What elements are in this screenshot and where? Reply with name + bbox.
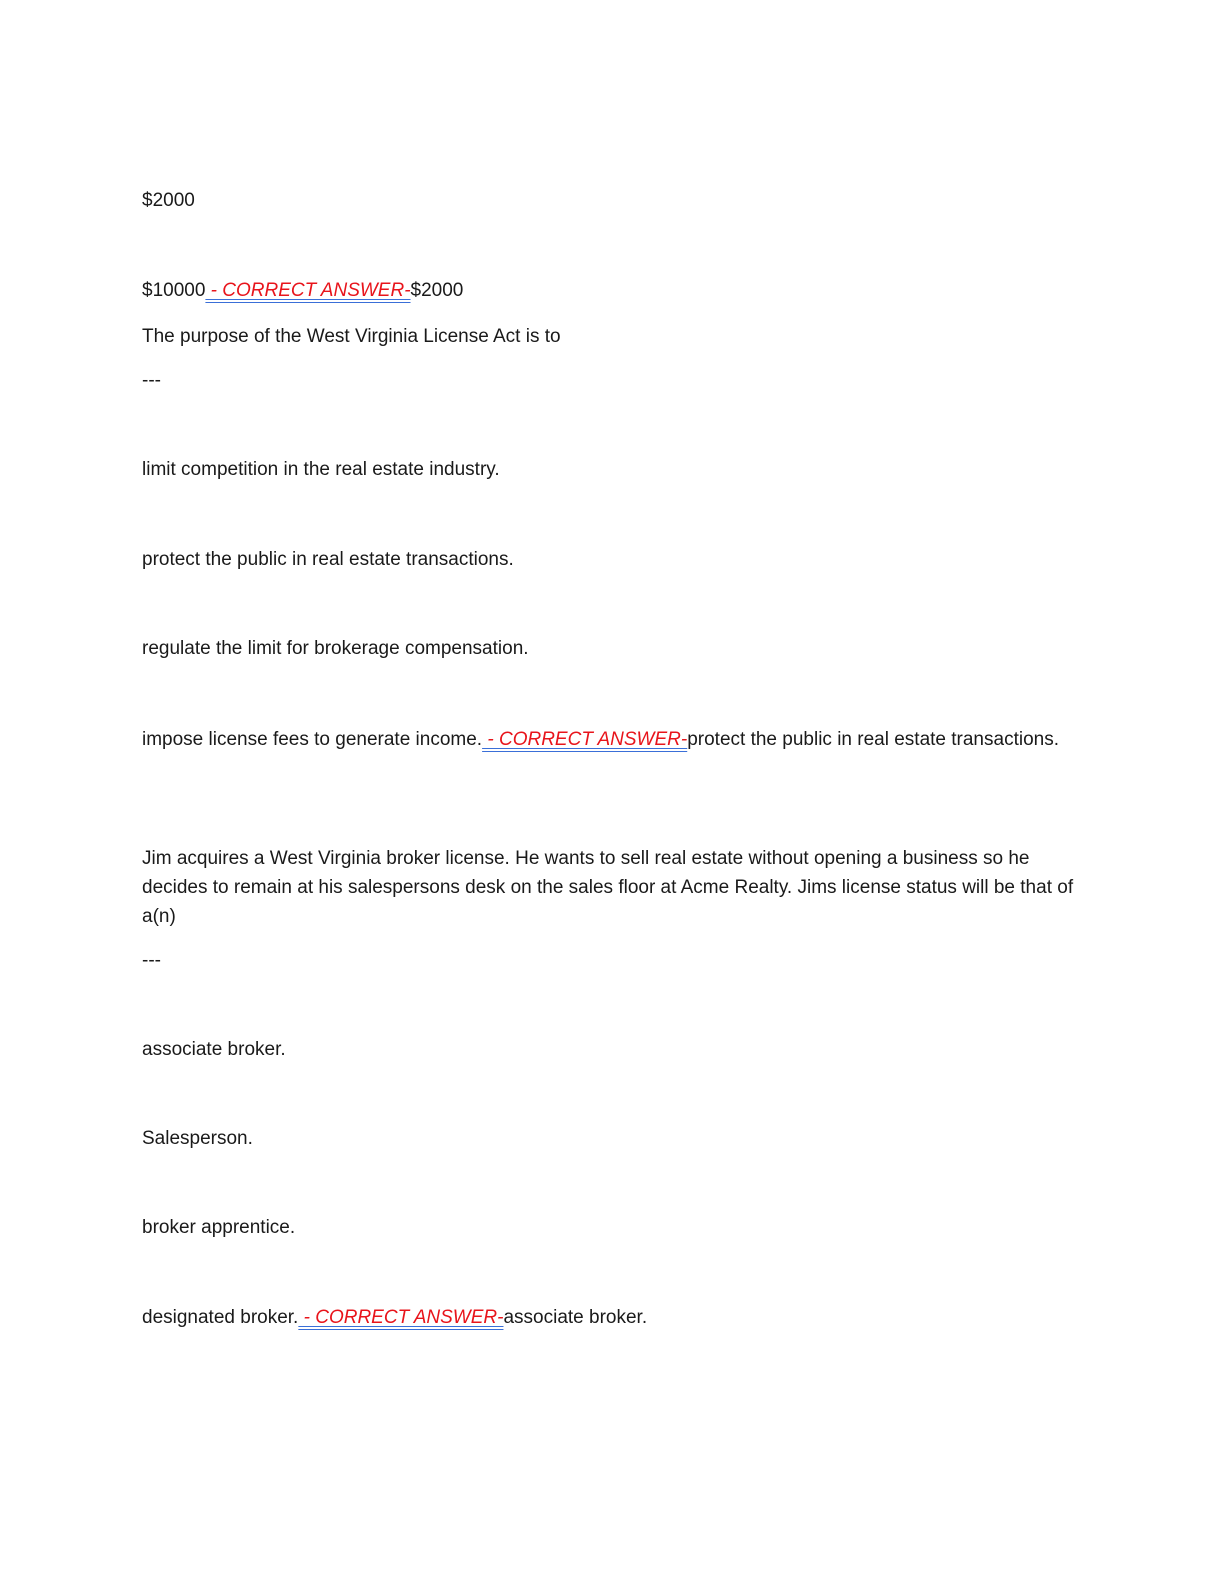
correct-answer-marker: - CORRECT ANSWER- (482, 729, 688, 750)
separator: --- (142, 370, 161, 391)
answer-line (142, 276, 463, 305)
separator: --- (142, 950, 161, 971)
option-text: impose license fees to generate income. (142, 729, 483, 750)
answer-line (142, 1303, 647, 1332)
question-text: The purpose of the West Virginia License Act is to (142, 326, 561, 347)
option-text: Salesperson. (142, 1128, 253, 1149)
option-text: regulate the limit for brokerage compensation. (142, 638, 529, 659)
option-text: $2000 (142, 190, 195, 211)
correct-answer-text: $2000 (410, 280, 464, 301)
option-text: limit competition in the real estate industry. (142, 459, 500, 480)
correct-answer-marker: - CORRECT ANSWER- (205, 280, 411, 301)
answer-line (142, 725, 1082, 754)
option-text: designated broker. (142, 1307, 299, 1328)
question-text: Jim acquires a West Virginia broker license. He wants to sell real estate without opening a business so he decides to remain at his salespersons desk on the sales floor at Acme Realty. Jims license status will be that of a(n) (142, 848, 1074, 927)
correct-answer-marker: - CORRECT ANSWER- (298, 1307, 504, 1328)
option-text: $10000 (142, 280, 206, 301)
option-text: broker apprentice. (142, 1217, 296, 1238)
option-text: associate broker. (142, 1039, 286, 1060)
option-text: protect the public in real estate transactions. (142, 549, 514, 570)
correct-answer-text: associate broker. (503, 1307, 648, 1328)
correct-answer-text: protect the public in real estate transactions. (687, 729, 1059, 750)
